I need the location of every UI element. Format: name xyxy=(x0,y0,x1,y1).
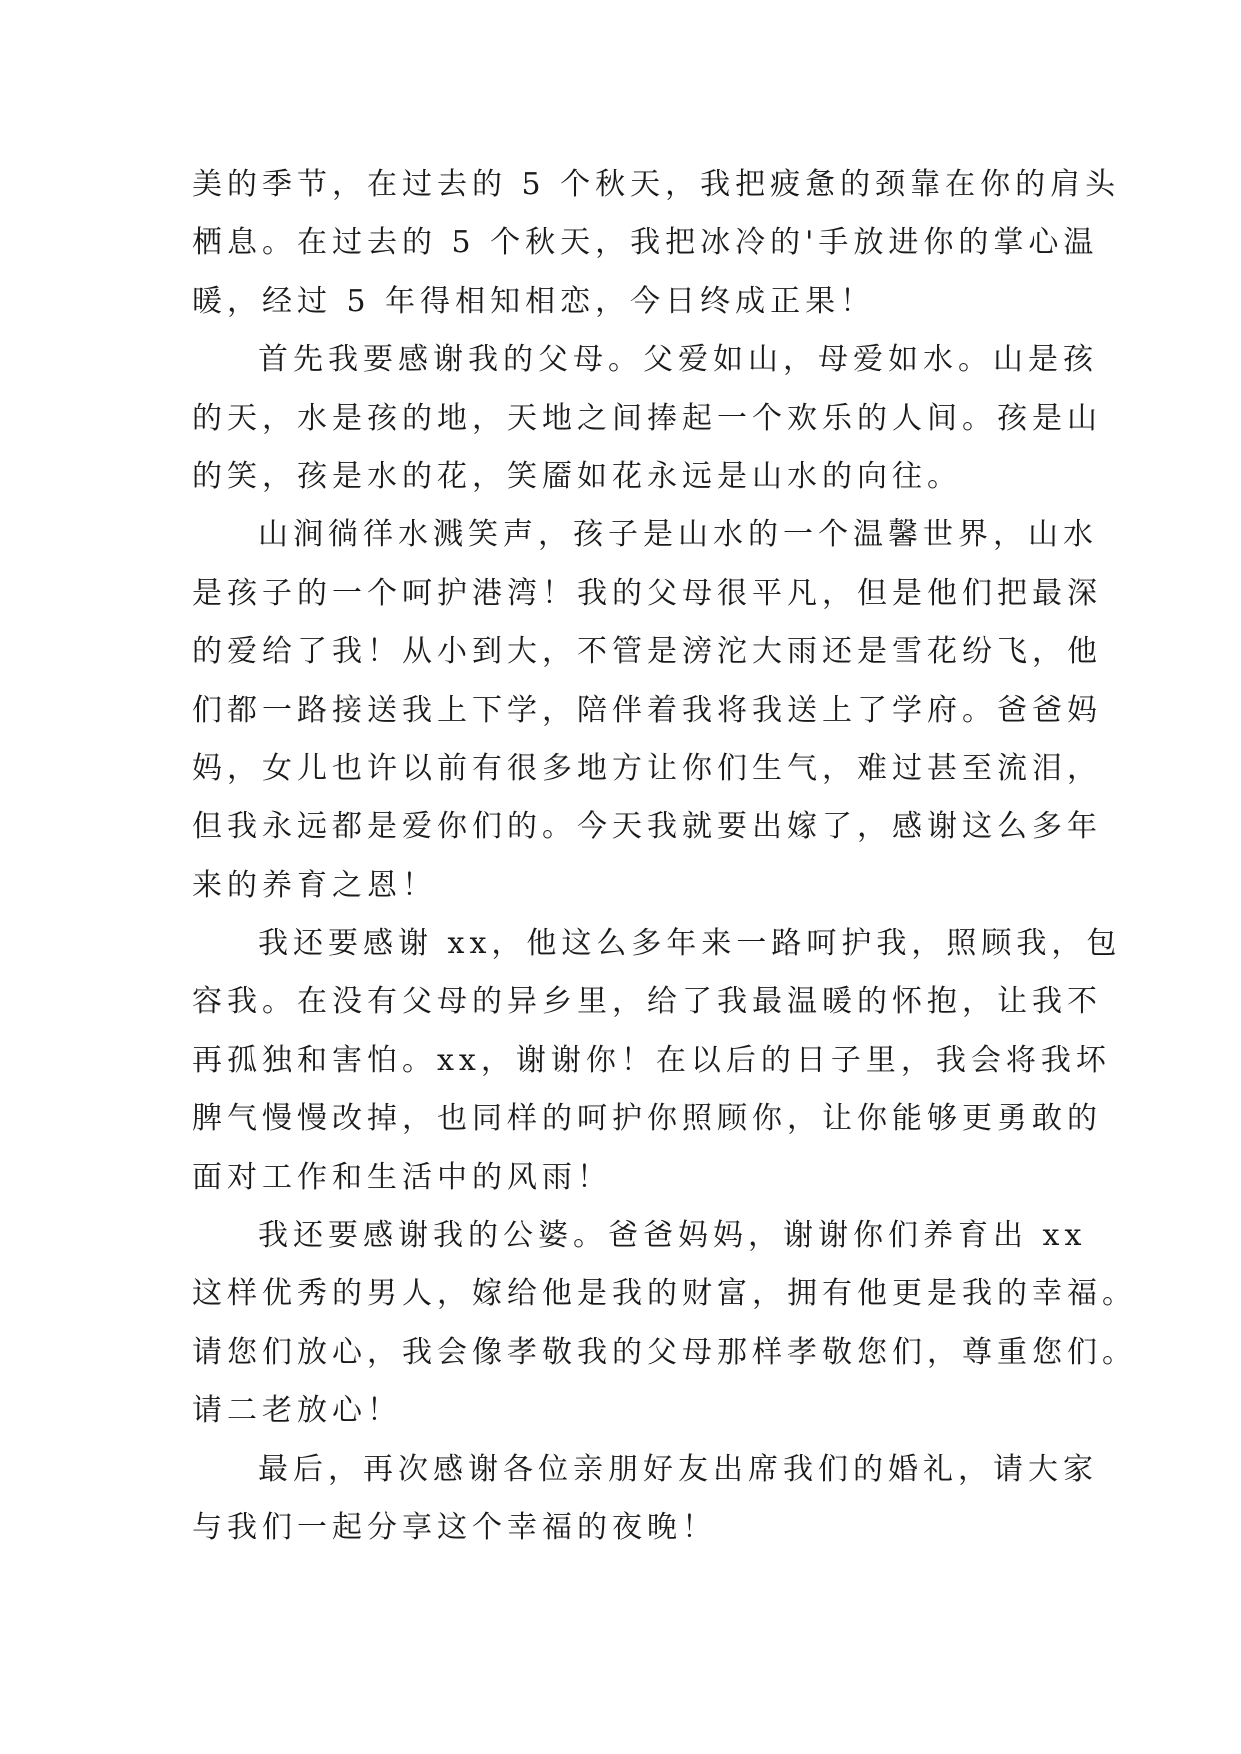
text-line: 是孩子的一个呵护港湾！我的父母很平凡，但是他们把最深 xyxy=(192,575,1102,611)
paragraph-first-line: 我还要感谢我的公婆。爸爸妈妈，谢谢你们养育出 xx xyxy=(258,1218,1087,1254)
text-line: 请您们放心，我会像孝敬我的父母那样孝敬您们，尊重您们。 xyxy=(192,1334,1137,1370)
text-line: 与我们一起分享这个幸福的夜晚！ xyxy=(192,1509,717,1545)
text-line: 栖息。在过去的 5 个秋天，我把冰冷的'手放进你的掌心温 xyxy=(192,225,1099,261)
paragraph-first-line: 首先我要感谢我的父母。父爱如山，母爱如水。山是孩 xyxy=(258,342,1098,378)
text-line: 的爱给了我！从小到大，不管是滂沱大雨还是雪花纷飞，他 xyxy=(192,634,1102,670)
text-line: 这样优秀的男人，嫁给他是我的财富，拥有他更是我的幸福。 xyxy=(192,1276,1137,1312)
text-line: 面对工作和生活中的风雨！ xyxy=(192,1159,612,1195)
text-line: 再孤独和害怕。xx，谢谢你！在以后的日子里，我会将我坏 xyxy=(192,1042,1111,1078)
text-line: 暖，经过 5 年得相知相恋，今日终成正果！ xyxy=(192,283,876,319)
text-line: 脾气慢慢改掉，也同样的呵护你照顾你，让你能够更勇敢的 xyxy=(192,1101,1102,1137)
text-line: 美的季节，在过去的 5 个秋天，我把疲惫的颈靠在你的肩头 xyxy=(192,167,1121,202)
document-body xyxy=(192,156,1137,1557)
paragraph-first-line: 我还要感谢 xx，他这么多年来一路呵护我，照顾我，包 xyxy=(258,926,1122,962)
text-line: 容我。在没有父母的异乡里，给了我最温暖的怀抱，让我不 xyxy=(192,984,1102,1020)
paragraph-first-line: 山涧徜徉水溅笑声，孩子是山水的一个温馨世界，山水 xyxy=(258,517,1098,553)
text-line: 们都一路接送我上下学，陪伴着我将我送上了学府。爸爸妈 xyxy=(192,692,1102,728)
text-line: 但我永远都是爱你们的。今天我就要出嫁了，感谢这么多年 xyxy=(192,809,1102,845)
text-line: 的天，水是孩的地，天地之间捧起一个欢乐的人间。孩是山 xyxy=(192,400,1102,436)
paragraph-first-line: 最后，再次感谢各位亲朋好友出席我们的婚礼，请大家 xyxy=(258,1451,1098,1487)
text-line: 来的养育之恩！ xyxy=(192,867,437,903)
text-line: 妈，女儿也许以前有很多地方让你们生气，难过甚至流泪， xyxy=(192,750,1102,786)
text-line: 请二老放心！ xyxy=(192,1393,402,1429)
text-line: 的笑，孩是水的花，笑靥如花永远是山水的向往。 xyxy=(192,458,962,494)
